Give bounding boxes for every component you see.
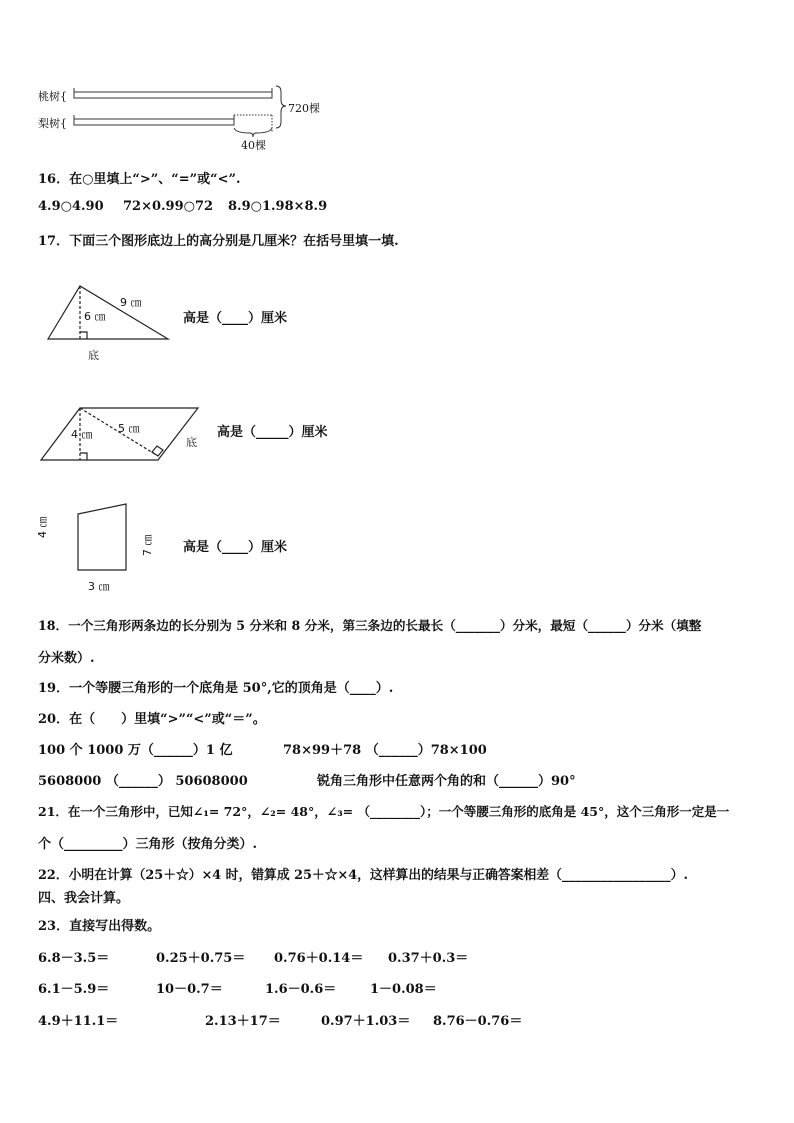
total-label: 720棵 [288, 102, 320, 115]
parallelogram-height-label: 4 ㎝ [71, 428, 93, 441]
trapezoid-right-label: 7 ㎝ [141, 534, 154, 556]
parallelogram-diag-label: 5 ㎝ [118, 422, 140, 435]
calc-r1-c4: 0.37＋0.3＝ [388, 951, 469, 966]
triangle-height-label: 6 ㎝ [84, 310, 106, 323]
peach-label: 桃树{ [38, 90, 67, 103]
calc-r1-c3: 0.76＋0.14＝ [274, 951, 364, 966]
calc-r2-c1: 6.1－5.9＝ [38, 982, 110, 997]
q20-item-d: 锐角三角形中任意两个角的和（______）90° [317, 774, 576, 789]
q18-line2: 分米数）. [38, 651, 95, 666]
q16-item-3: 8.9○1.98×8.9 [228, 199, 328, 214]
q18-line1: 18．一个三角形两条边的长分别为 5 分米和 8 分米，第三条边的长最长（_______）分米，最短（______）分米（填整 [38, 618, 702, 633]
trapezoid-left-label: 4 ㎝ [36, 516, 49, 538]
calc-r3-c4: 8.76－0.76＝ [433, 1014, 523, 1029]
calc-r3-c2: 2.13＋17＝ [205, 1014, 281, 1029]
section4-title: 四、我会计算。 [38, 891, 130, 906]
q21-line1: 21．在一个三角形中，已知∠₁= 72°，∠₂= 48°，∠₃= （________）；一个等腰三角形的底角是 45°，这个三角形一定是一 [38, 804, 730, 819]
calc-r1-c1: 6.8－3.5＝ [38, 951, 110, 966]
q16-item-1: 4.9○4.90 [38, 199, 104, 214]
q19-text: 19．一个等腰三角形的一个底角是 50°,它的顶角是（____）. [38, 681, 394, 696]
q21-line2: 个（_________）三角形（按角分类）. [38, 837, 258, 852]
pear-label: 梨树{ [38, 117, 67, 130]
q20-item-b: 78×99＋78 （______）78×100 [283, 743, 487, 758]
q16-item-2: 72×0.99○72 [123, 199, 214, 214]
calc-r3-c1: 4.9＋11.1＝ [38, 1014, 119, 1029]
diff-label: 40棵 [241, 139, 266, 152]
q22-text: 22．小明在计算（25＋☆）×4 时，错算成 25＋☆×4，这样算出的结果与正确答案相差（_________________）. [38, 868, 688, 883]
q20-text: 20．在（ ）里填“>”“<”或“＝”。 [38, 712, 266, 727]
q16-text: 16．在○里填上“>”、“=”或“<”. [38, 172, 241, 187]
calc-r2-c4: 1－0.08＝ [370, 982, 437, 997]
trapezoid-bottom-label: 3 ㎝ [88, 580, 110, 593]
calc-r2-c2: 10－0.7＝ [156, 982, 223, 997]
trapezoid-outline [78, 504, 126, 570]
q17-answer-3: 高是（____）厘米 [183, 540, 288, 555]
calc-r2-c3: 1.6－0.6＝ [265, 982, 337, 997]
q17-text: 17．下面三个图形底边上的高分别是几厘米？在括号里填一填. [38, 234, 399, 249]
calc-r3-c3: 0.97＋1.03＝ [321, 1014, 411, 1029]
q20-item-c: 5608000 （______） 50608000 [38, 774, 248, 789]
triangle-side-label: 9 ㎝ [120, 296, 142, 309]
q17-answer-2: 高是（_____）厘米 [217, 425, 328, 440]
calc-r1-c2: 0.25＋0.75＝ [156, 951, 246, 966]
triangle-base-label: 底 [88, 349, 99, 362]
q17-answer-1: 高是（____）厘米 [183, 311, 288, 326]
q23-text: 23．直接写出得数。 [38, 919, 161, 934]
parallelogram-base-label: 底 [186, 436, 197, 449]
q20-item-a: 100 个 1000 万（______）1 亿 [38, 743, 233, 758]
